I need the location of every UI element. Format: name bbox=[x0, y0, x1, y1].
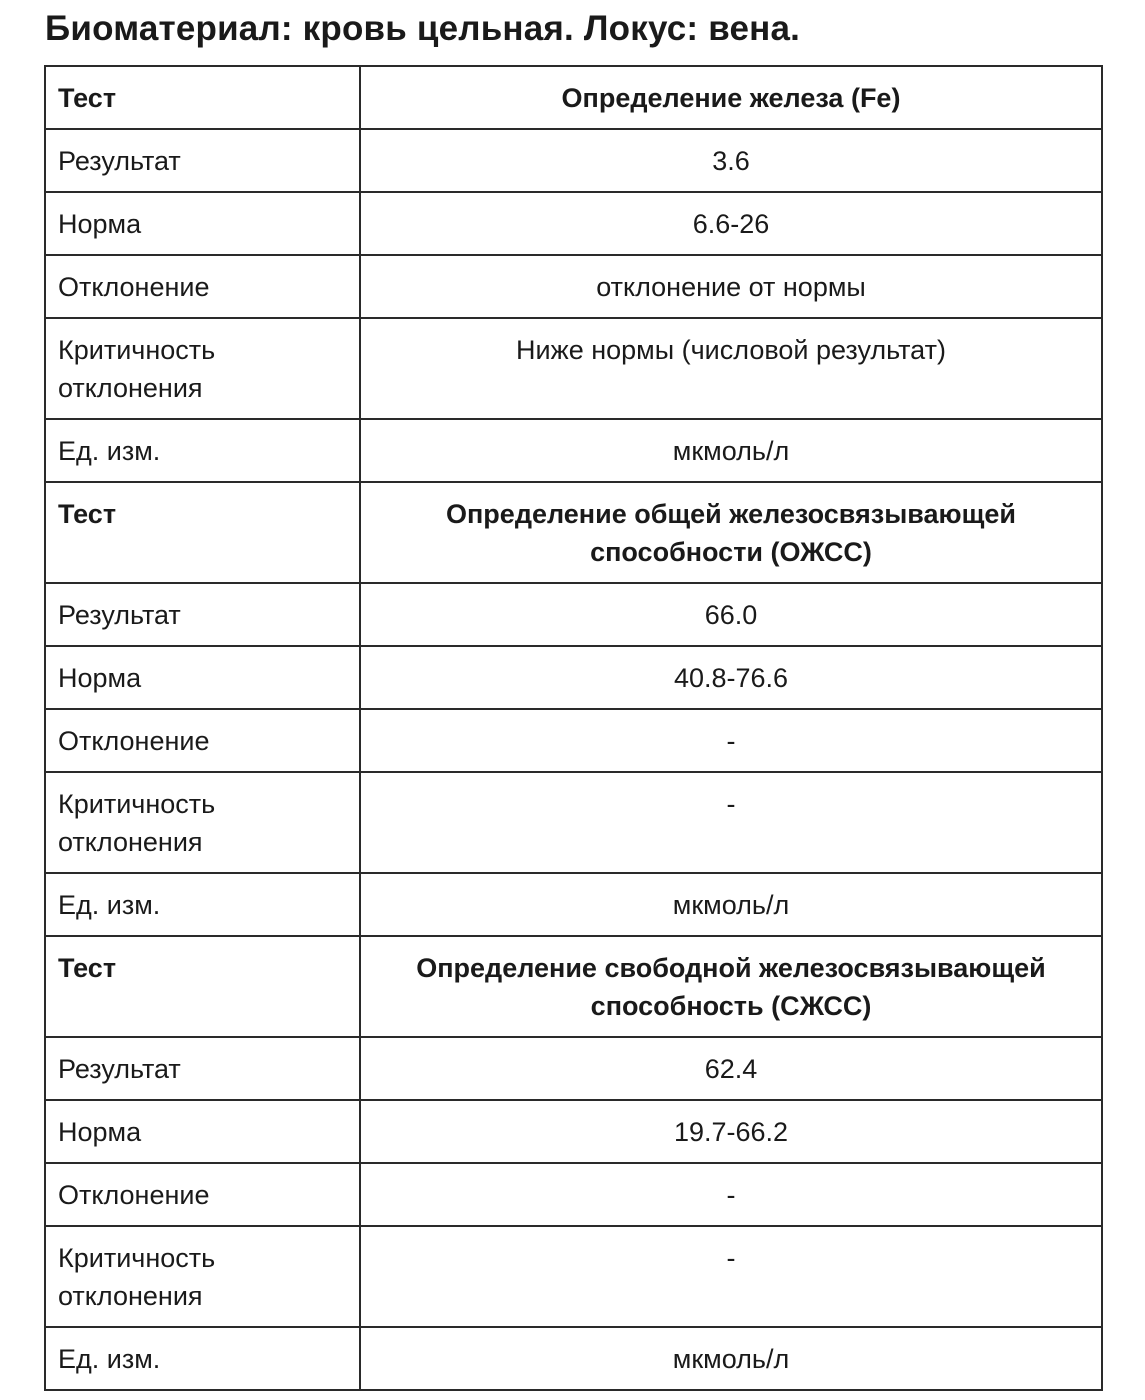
result-label: Результат bbox=[45, 1037, 360, 1100]
deviation-criticality-value: - bbox=[360, 1226, 1102, 1327]
deviation-criticality-value: Ниже нормы (числовой результат) bbox=[360, 318, 1102, 419]
test-label: Тест bbox=[45, 66, 360, 129]
norm-value: 6.6-26 bbox=[360, 192, 1102, 255]
table-row bbox=[45, 772, 1102, 873]
table-row bbox=[45, 419, 1102, 482]
result-value: 62.4 bbox=[360, 1037, 1102, 1100]
table-row bbox=[45, 1100, 1102, 1163]
test-label: Тест bbox=[45, 936, 360, 1037]
unit-value: мкмоль/л bbox=[360, 873, 1102, 936]
table-row bbox=[45, 583, 1102, 646]
norm-value: 19.7-66.2 bbox=[360, 1100, 1102, 1163]
page-title: Биоматериал: кровь цельная. Локус: вена. bbox=[45, 9, 801, 48]
table-row bbox=[45, 646, 1102, 709]
deviation-label: Отклонение bbox=[45, 255, 360, 318]
table-row bbox=[45, 192, 1102, 255]
table-row bbox=[45, 255, 1102, 318]
deviation-criticality-label: Критичность отклонения bbox=[45, 318, 360, 419]
unit-value: мкмоль/л bbox=[360, 1327, 1102, 1390]
result-value: 66.0 bbox=[360, 583, 1102, 646]
test-header-row bbox=[45, 936, 1102, 1037]
table-row bbox=[45, 129, 1102, 192]
table-row bbox=[45, 318, 1102, 419]
deviation-label: Отклонение bbox=[45, 1163, 360, 1226]
norm-label: Норма bbox=[45, 192, 360, 255]
deviation-criticality-label: Критичность отклонения bbox=[45, 772, 360, 873]
result-value: 3.6 bbox=[360, 129, 1102, 192]
test-label: Тест bbox=[45, 482, 360, 583]
deviation-value: - bbox=[360, 709, 1102, 772]
unit-label: Ед. изм. bbox=[45, 1327, 360, 1390]
test-header-row bbox=[45, 66, 1102, 129]
table-row bbox=[45, 1327, 1102, 1390]
deviation-value: отклонение от нормы bbox=[360, 255, 1102, 318]
table-row bbox=[45, 873, 1102, 936]
results-table bbox=[44, 65, 1103, 1391]
unit-label: Ед. изм. bbox=[45, 419, 360, 482]
deviation-value: - bbox=[360, 1163, 1102, 1226]
unit-value: мкмоль/л bbox=[360, 419, 1102, 482]
test-value: Определение железа (Fe) bbox=[360, 66, 1102, 129]
table-row bbox=[45, 1037, 1102, 1100]
test-value: Определение общей железосвязывающей способности (ОЖСС) bbox=[360, 482, 1102, 583]
test-value: Определение свободной железосвязывающей способность (СЖСС) bbox=[360, 936, 1102, 1037]
result-label: Результат bbox=[45, 129, 360, 192]
result-label: Результат bbox=[45, 583, 360, 646]
test-header-row bbox=[45, 482, 1102, 583]
deviation-label: Отклонение bbox=[45, 709, 360, 772]
deviation-criticality-label: Критичность отклонения bbox=[45, 1226, 360, 1327]
norm-label: Норма bbox=[45, 1100, 360, 1163]
deviation-criticality-value: - bbox=[360, 772, 1102, 873]
unit-label: Ед. изм. bbox=[45, 873, 360, 936]
norm-value: 40.8-76.6 bbox=[360, 646, 1102, 709]
table-row bbox=[45, 1226, 1102, 1327]
table-row bbox=[45, 1163, 1102, 1226]
norm-label: Норма bbox=[45, 646, 360, 709]
table-row bbox=[45, 709, 1102, 772]
results-body bbox=[45, 66, 1102, 1390]
